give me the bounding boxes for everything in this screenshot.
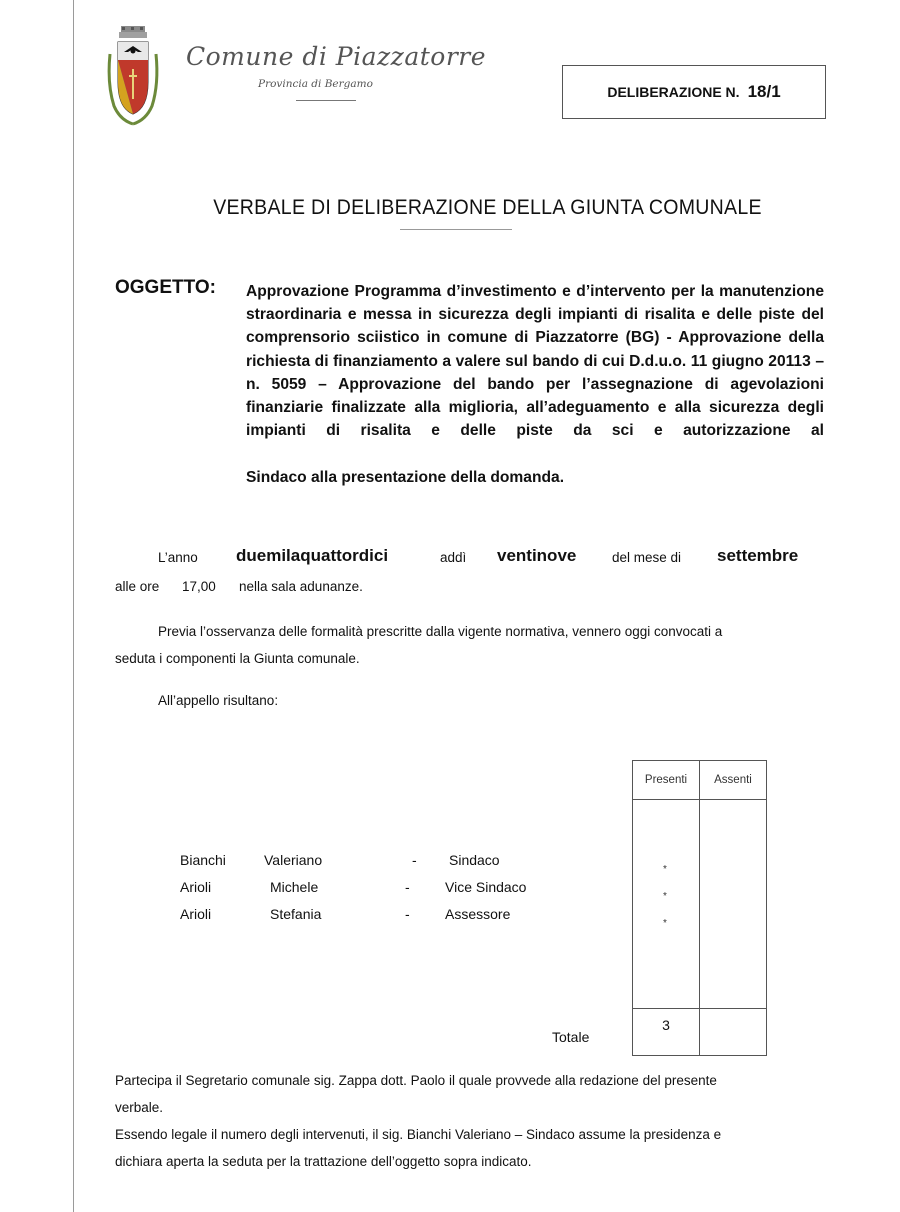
previa-paragraph-cont: seduta i componenti la Giunta comunale.	[115, 651, 360, 666]
member-separator: -	[405, 906, 410, 922]
deliberazione-box	[562, 65, 826, 119]
oggetto-text: Approvazione Programma d’investimento e d’intervento per la manutenzione straordinaria e messa in sicurezza degli impianti di risalita e delle piste del comprensorio sciistico in comune di Piazzatorre (BG) - Approvazione della richiesta di finanziamento a valere sul bando di cui D.d.u.o. 11 giugno 20113 – n. 5059 – Approvazione del bando per l’assegnazione di agevolazioni finanziarie finalizzate alla miglioria, all’adeguamento e alla sicurezza degli impianti di risalita e delle piste da sci e autorizzazione al	[246, 283, 824, 440]
member-cognome: Arioli	[180, 906, 212, 922]
luogo-text: nella sala adunanze.	[239, 579, 363, 594]
assenti-cell	[700, 800, 767, 1009]
anno-value: duemilaquattordici	[236, 546, 389, 565]
page-margin-line	[73, 0, 74, 1212]
presidenza-paragraph-cont: dichiara aperta la seduta per la trattazione dell’oggetto sopra indicato.	[115, 1154, 532, 1169]
previa-paragraph: Previa l’osservanza delle formalità prescritte dalla vigente normativa, vennero oggi convocati a	[158, 624, 723, 639]
deliberazione-label: DELIBERAZIONE N.	[607, 84, 740, 100]
member-ruolo: Sindaco	[449, 852, 500, 868]
presente-mark: *	[663, 918, 667, 929]
title-underline	[400, 229, 512, 230]
provincia-underline	[296, 100, 356, 101]
member-cognome: Arioli	[180, 879, 212, 895]
presente-mark: *	[663, 891, 667, 902]
member-separator: -	[412, 852, 417, 868]
oggetto-last-line: Sindaco alla presentazione della domanda.	[246, 469, 565, 486]
member-cognome: Bianchi	[180, 852, 226, 868]
presidenza-paragraph: Essendo legale il numero degli intervenuti, il sig. Bianchi Valeriano – Sindaco assume la presidenza e	[115, 1127, 722, 1142]
deliberazione-number: 18/1	[747, 82, 781, 101]
member-separator: -	[405, 879, 410, 895]
totale-assenti	[700, 1009, 767, 1056]
header-assenti: Assenti	[700, 761, 767, 800]
member-nome: Valeriano	[264, 852, 323, 868]
oggetto-label: OGGETTO:	[115, 277, 216, 298]
presente-mark: *	[663, 864, 667, 875]
page-title: VERBALE DI DELIBERAZIONE DELLA GIUNTA COMUNALE	[213, 196, 762, 219]
segretario-paragraph: Partecipa il Segretario comunale sig. Zappa dott. Paolo il quale provvede alla redazione del presente	[115, 1073, 717, 1088]
segretario-paragraph-cont: verbale.	[115, 1100, 164, 1115]
member-nome: Stefania	[270, 906, 322, 922]
member-ruolo: Vice Sindaco	[445, 879, 527, 895]
giorno-value: ventinove	[497, 546, 577, 565]
mese-value: settembre	[717, 546, 799, 565]
ore-value: 17,00	[182, 579, 216, 594]
mese-label: del mese di	[612, 550, 682, 565]
attendance-table	[632, 760, 767, 1056]
addi-label: addì	[440, 550, 467, 565]
member-ruolo: Assessore	[445, 906, 511, 922]
member-nome: Michele	[270, 879, 319, 895]
totale-presenti: 3	[633, 1009, 700, 1056]
header-presenti: Presenti	[633, 761, 700, 800]
totale-label: Totale	[552, 1029, 590, 1045]
anno-label: L’anno	[158, 550, 198, 565]
coat-of-arms-icon	[104, 24, 162, 128]
appello-text: All’appello risultano:	[158, 693, 279, 708]
ore-label: alle ore	[115, 579, 160, 594]
presenti-cell	[633, 800, 700, 1009]
provincia-name: Provincia di Bergamo	[258, 78, 373, 90]
comune-name: Comune di Piazzatorre	[186, 42, 487, 71]
